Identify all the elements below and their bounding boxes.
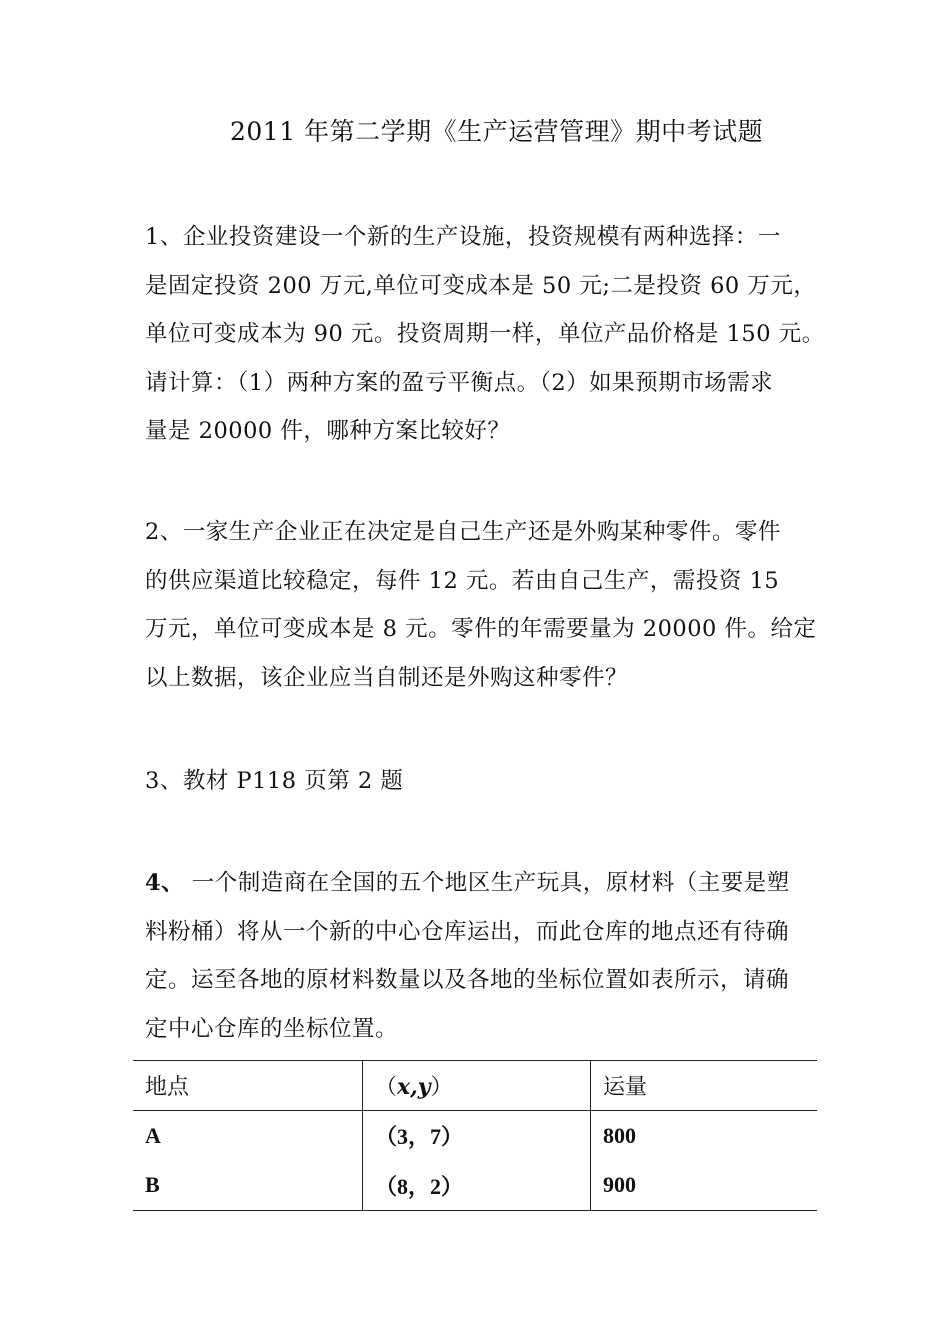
question-3 xyxy=(145,757,810,806)
question-1-line: 量是 20000 件，哪种方案比较好？ xyxy=(145,418,511,444)
cell-location: A xyxy=(145,1122,161,1148)
question-2-line: 以上数据，该企业应当自制还是外购这种零件？ xyxy=(145,664,629,691)
table-row xyxy=(133,1111,817,1161)
header-coord-close: ） xyxy=(430,1075,453,1100)
header-coordinates xyxy=(363,1061,591,1111)
header-coord-vars: x,y xyxy=(397,1074,431,1100)
question-4-line xyxy=(145,859,810,908)
header-volume: 运量 xyxy=(591,1061,818,1111)
header-coord-open: （ xyxy=(375,1075,398,1100)
question-4 xyxy=(145,859,810,1053)
cell-volume: 900 xyxy=(591,1161,818,1211)
page-title: 2011 年第二学期《生产运营管理》期中考试题 xyxy=(230,117,764,146)
question-4-line: 定。运至各地的原材料数量以及各地的坐标位置如表所示，请确 xyxy=(145,967,790,993)
table-row xyxy=(133,1161,817,1211)
question-2 xyxy=(145,508,817,702)
question-4-line: 料粉桶）将从一个新的中心仓库运出，而此仓库的地点还有待确 xyxy=(145,918,790,945)
question-1-line: 单位可变成本为 90 元。投资周期一样，单位产品价格是 150 元。 xyxy=(145,321,825,347)
question-2-line: 2、一家生产企业正在决定是自己生产还是外购某种零件。零件 xyxy=(145,519,781,545)
question-1-line: 请计算：（1）两种方案的盈亏平衡点。（2）如果预期市场需求 xyxy=(145,369,774,396)
question-4-line-text: 一个制造商在全国的五个地区生产玩具，原材料（主要是塑 xyxy=(184,870,790,896)
question-1-line: 1、企业投资建设一个新的生产设施，投资规模有两种选择：一 xyxy=(145,224,781,250)
location-table xyxy=(133,1060,817,1211)
question-1 xyxy=(145,213,825,456)
question-4-line: 定中心仓库的坐标位置。 xyxy=(145,1015,399,1042)
question-1-line: 是固定投资 200 万元,单位可变成本是 50 元;二是投资 60 万元， xyxy=(145,272,817,299)
header-location: 地点 xyxy=(145,1075,190,1100)
cell-volume: 800 xyxy=(591,1111,818,1161)
cell-location: B xyxy=(145,1172,160,1198)
cell-coord: （8，2） xyxy=(363,1161,591,1211)
cell-coord: （3，7） xyxy=(363,1111,591,1161)
question-2-line: 的供应渠道比较稳定，每件 12 元。若由自己生产，需投资 15 xyxy=(145,567,780,594)
table-header-row xyxy=(133,1061,817,1111)
question-2-line: 万元，单位可变成本是 8 元。零件的年需要量为 20000 件。给定 xyxy=(145,616,817,642)
question-3-text: 3、教材 P118 页第 2 题 xyxy=(145,768,404,794)
question-4-number: 4、 xyxy=(145,870,185,896)
